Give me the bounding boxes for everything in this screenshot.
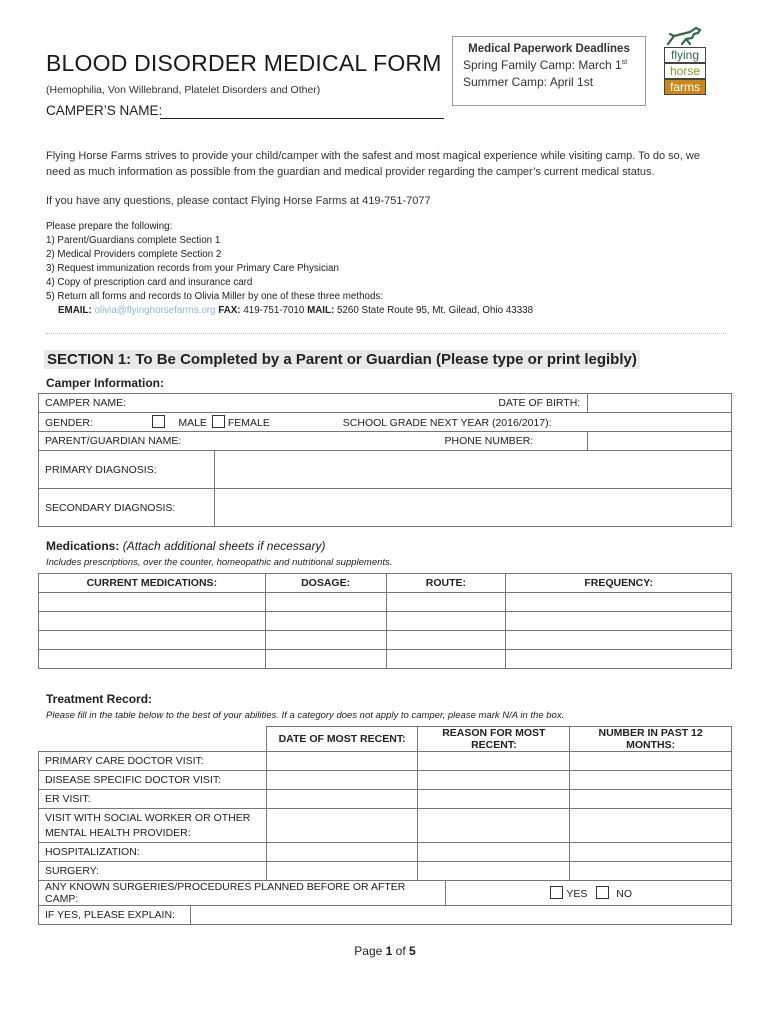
table-row: PRIMARY CARE DOCTOR VISIT: <box>39 752 732 771</box>
table-row: HOSPITALIZATION: <box>39 843 732 862</box>
table-row: ER VISIT: <box>39 790 732 809</box>
intro-text <box>46 148 726 209</box>
treatment-note: Please fill in the table below to the best of your abilities. If a category does not apply to camper, please mark N/A in the box. <box>46 710 565 721</box>
camper-info-table <box>38 393 732 527</box>
deadlines-title: Medical Paperwork Deadlines <box>468 43 630 55</box>
intro-paragraph: Flying Horse Farms strives to provide your child/camper with the safest and most magical experience while visiting camp. To do so, we need as much information as possible from the guardian and medical provider regarding the camper’s current medical status. <box>46 150 700 178</box>
no-checkbox[interactable] <box>596 886 609 899</box>
guardian-cell[interactable]: PARENT/GUARDIAN NAME: PHONE NUMBER: <box>39 432 588 451</box>
page-subtitle: (Hemophilia, Von Willebrand, Platelet Disorders and Other) <box>46 84 321 96</box>
gender-row: GENDER: MALE FEMALE SCHOOL GRADE NEXT YEAR (2016/2017): <box>39 413 732 432</box>
medications-label: Medications: (Attach additional sheets if necessary) <box>46 539 326 553</box>
medications-table: CURRENT MEDICATIONS: DOSAGE: ROUTE: FREQUENCY: <box>38 573 732 669</box>
divider <box>46 333 726 334</box>
treatment-label: Treatment Record: <box>46 692 153 706</box>
yes-no-cell: YES NO <box>446 881 732 906</box>
phone-field[interactable] <box>588 432 732 451</box>
table-row: VISIT WITH SOCIAL WORKER OR OTHER MENTAL HEALTH PROVIDER: <box>39 809 732 843</box>
primary-diagnosis-label: PRIMARY DIAGNOSIS: <box>39 451 215 489</box>
male-checkbox[interactable] <box>152 415 165 428</box>
surgeries-table <box>38 880 732 925</box>
campers-name-label: CAMPER’S NAME: <box>46 103 163 118</box>
summer-deadline: Summer Camp: April 1st <box>463 75 594 89</box>
explain-field[interactable] <box>190 906 731 925</box>
primary-diagnosis-field[interactable] <box>214 451 731 489</box>
deadlines-box <box>452 36 646 106</box>
campers-name-field[interactable] <box>160 117 444 119</box>
page-title: BLOOD DISORDER MEDICAL FORM <box>46 50 442 76</box>
table-row: SURGERY: <box>39 862 732 881</box>
camper-info-label: Camper Information: <box>46 376 165 390</box>
flying-horse-farms-logo: flying horse farms <box>660 24 710 100</box>
secondary-diagnosis-label: SECONDARY DIAGNOSIS: <box>39 489 215 527</box>
treatment-table: DATE OF MOST RECENT: REASON FOR MOST RECENT: NUMBER IN PAST 12 MONTHS: PRIMARY CARE DOCTOR VISIT: DISEASE SPECIFIC DOCTOR VISIT: ER VISIT: VISIT WITH SOCIAL WORKER OR OTHER MENTAL HEALTH PROVIDER: HOSPITALIZATION: SURGERY: <box>38 726 732 881</box>
yes-checkbox[interactable] <box>550 886 563 899</box>
return-methods: EMAIL: olivia@flyinghorsefarms.org FAX: 419-751-7010 MAIL: 5260 State Route 95, Mt. Gilead, Ohio 43338 <box>58 305 534 316</box>
email-link[interactable]: olivia@flyinghorsefarms.org <box>94 305 216 316</box>
medication-row <box>39 593 732 612</box>
dob-field[interactable] <box>588 394 732 413</box>
contact-paragraph: If you have any questions, please contact Flying Horse Farms at 419-751-7077 <box>46 195 431 207</box>
page-number: Page 1 of 5 <box>354 944 416 958</box>
surgeries-question: ANY KNOWN SURGERIES/PROCEDURES PLANNED BEFORE OR AFTER CAMP: <box>39 881 446 906</box>
prepare-list: Please prepare the following: 1) Parent/Guardians complete Section 1 2) Medical Providers complete Section 2 3) Request immunization records from your Primary Care Physician 4) Copy of prescription card and insurance card 5) Return all forms and records to Olivia Miller by one of these three methods: EMAIL: olivia@flyinghorsefarms.org FAX: 419-751-7010 MAIL: 5260 State Route 95, Mt. Gilead, Ohio 43338 <box>46 220 726 318</box>
female-checkbox[interactable] <box>212 415 225 428</box>
medications-note: Includes prescriptions, over the counter, homeopathic and nutritional supplements. <box>46 557 393 568</box>
explain-label: IF YES, PLEASE EXPLAIN: <box>39 906 191 925</box>
camper-name-cell[interactable]: CAMPER NAME: DATE OF BIRTH: <box>39 394 588 413</box>
medication-row <box>39 612 732 631</box>
table-row: DISEASE SPECIFIC DOCTOR VISIT: <box>39 771 732 790</box>
section-1-title: SECTION 1: To Be Completed by a Parent or Guardian (Please type or print legibly) <box>44 350 640 369</box>
spring-deadline: Spring Family Camp: March 1st <box>463 58 628 72</box>
secondary-diagnosis-field[interactable] <box>214 489 731 527</box>
medication-row <box>39 650 732 669</box>
horse-icon <box>660 24 710 48</box>
medication-row <box>39 631 732 650</box>
